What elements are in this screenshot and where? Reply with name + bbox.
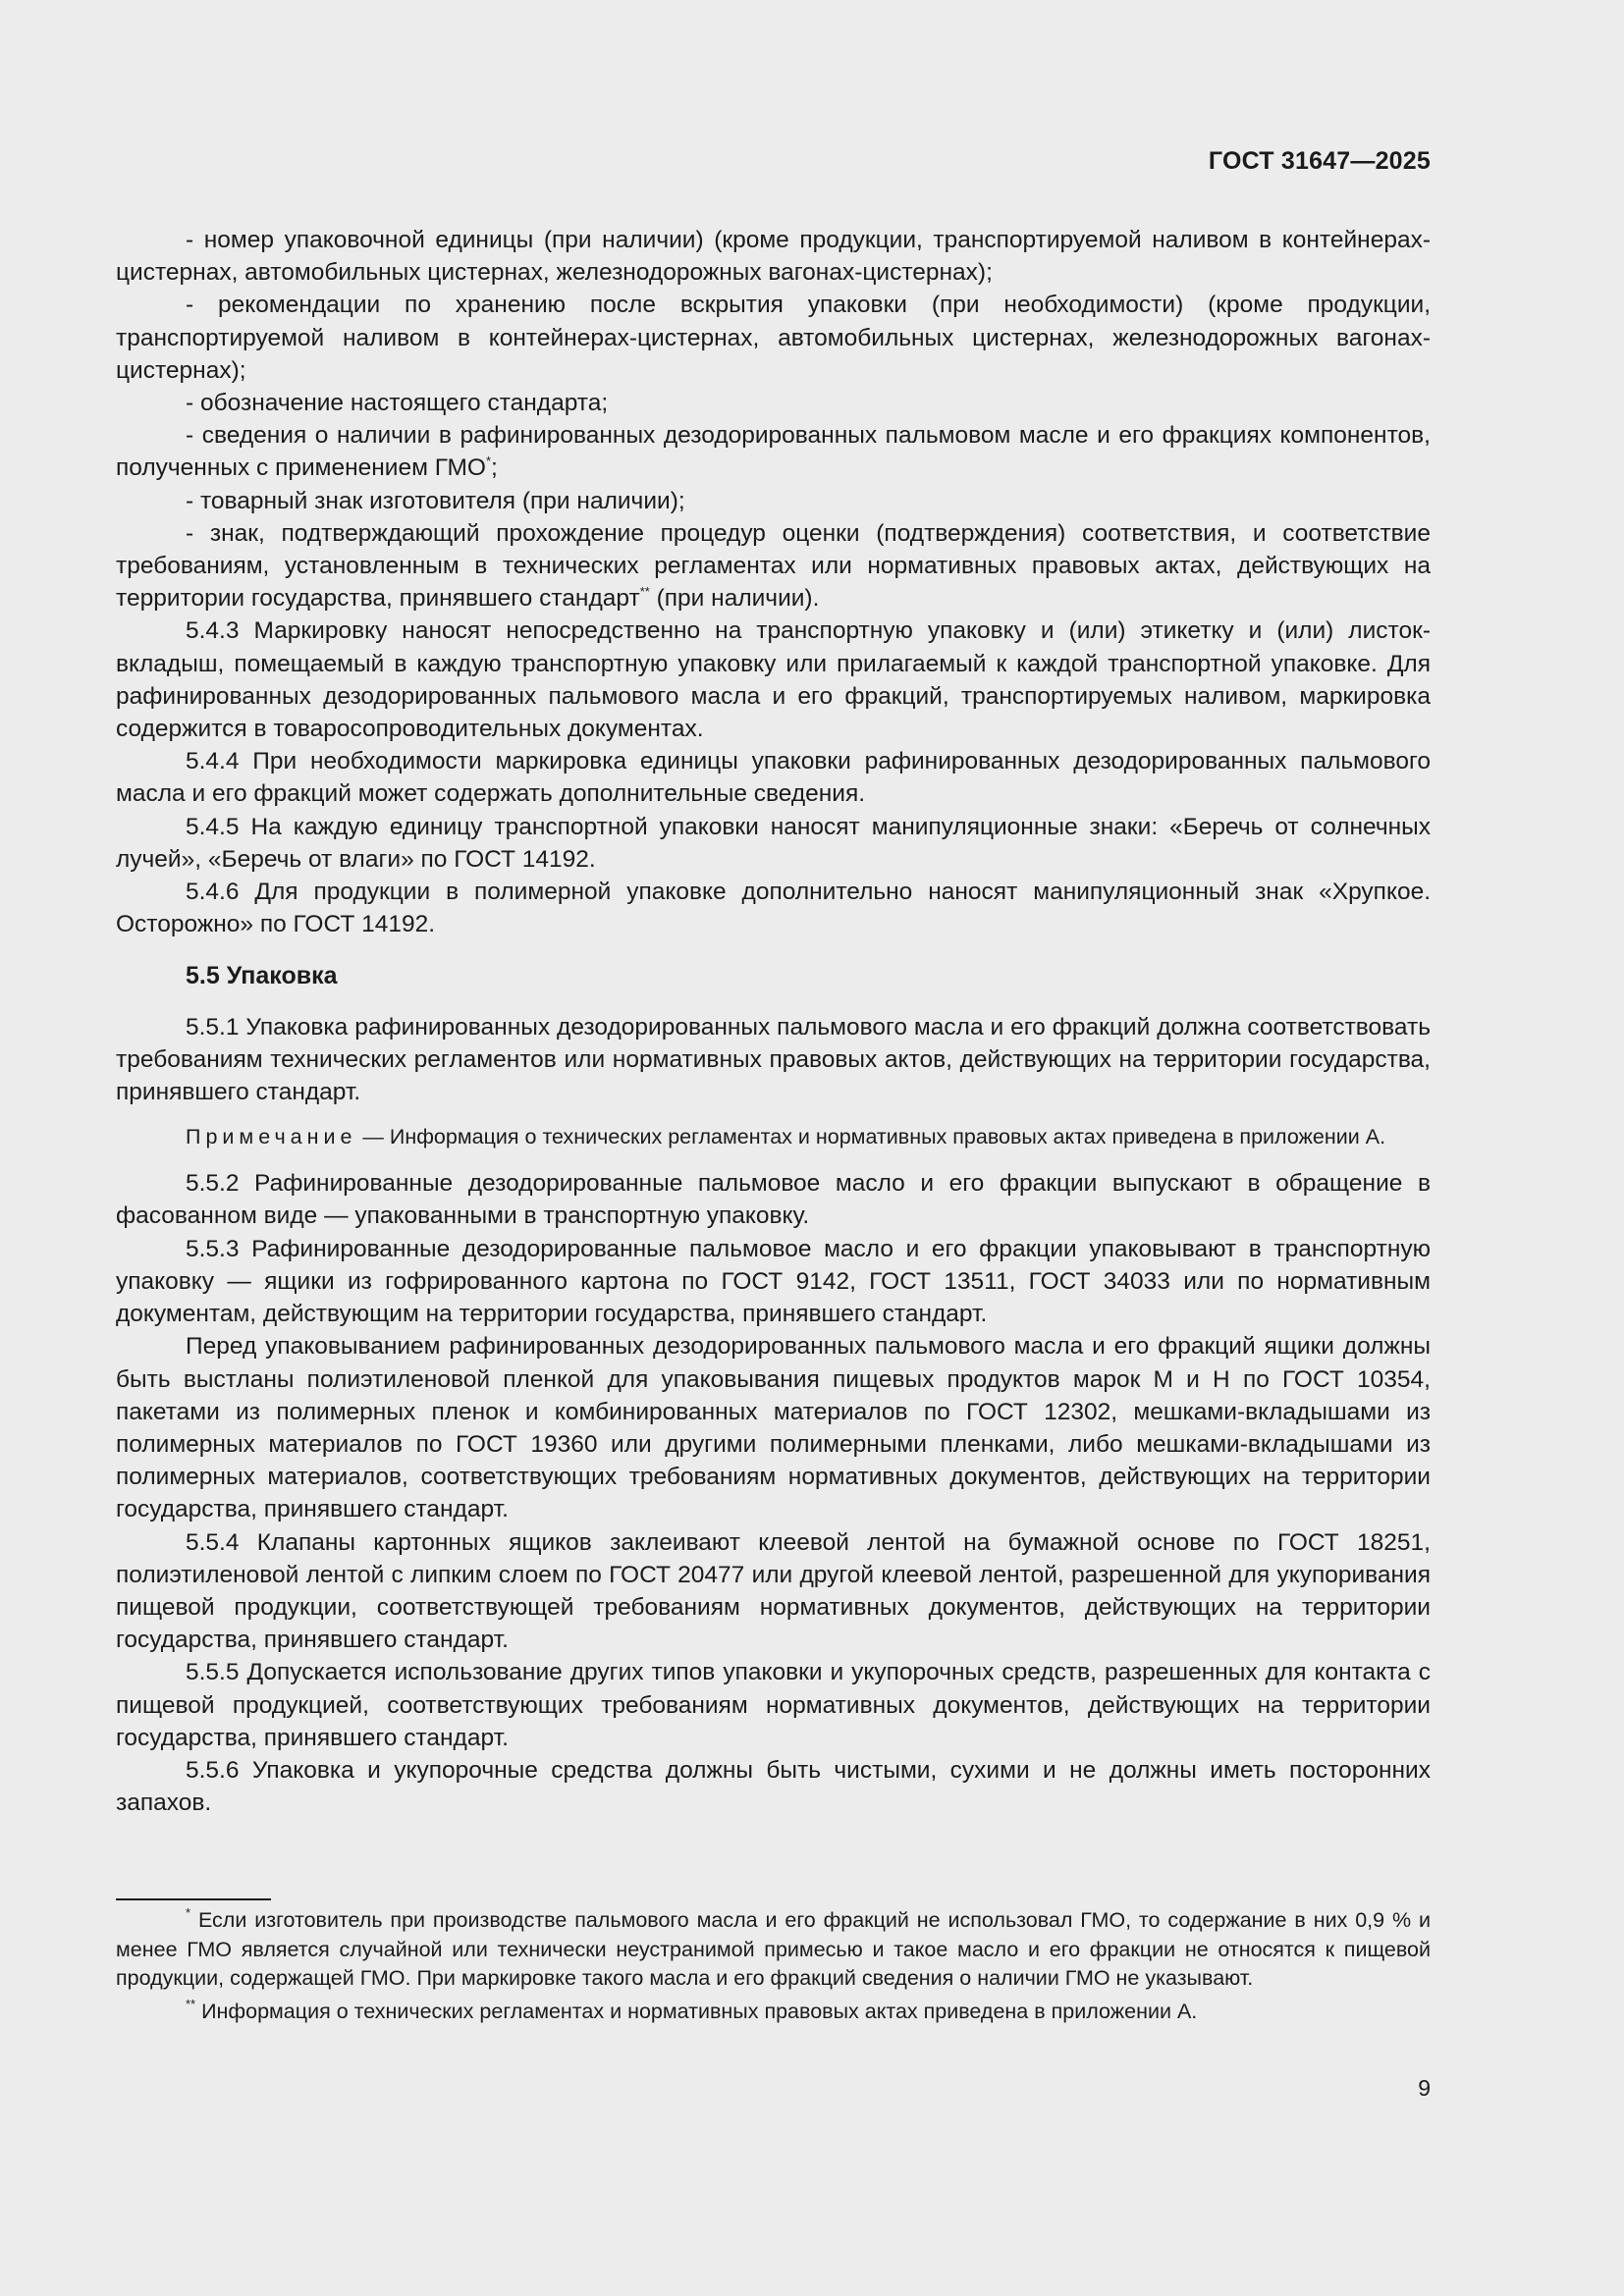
note-label: Примечание [186,1125,357,1149]
gmo-info-tail: ; [491,454,498,482]
list-item-package-unit-number: - номер упаковочной единицы (при наличии) (кроме продукции, транспортируемой наливом в контейнерах-цистернах, автомобильных цистернах, железнодорожных вагонах-цистернах); [116,227,1431,287]
clause-5-4-3: 5.4.3 Маркировку наносят непосредственно на транспортную упаковку и (или) этикетку и (или) листок-вкладыш, помещаемый в каждую транспортную упаковку или прилагаемый к каждой транспортной упаковке. Для рафинированных дезодорированных пальмового масла и его фракций, транспортируемых наливом, маркировка содержится в товаросопроводительных документах. [116,617,1431,743]
footnote-2 [116,1998,1431,2027]
clause-5-5-6: 5.5.6 Упаковка и укупорочные средства должны быть чистыми, сухими и не должны иметь посторонних запахов. [116,1756,1431,1817]
list-item-standard-designation: - обозначение настоящего стандарта; [186,390,609,417]
list-item-trademark: - товарный знак изготовителя (при наличии); [186,487,685,514]
conformity-text: - знак, подтверждающий прохождение процедур оценки (подтверждения) соответствия, и соответствие требованиям, установленным в технических регламентах или нормативных правовых актах, действующих на территории государства, принявшего стандарт [116,519,1431,613]
clause-5-5-3: 5.5.3 Рафинированные дезодорированные пальмовое масло и его фракции упаковывают в транспортную упаковку — ящики из гофрированного картона по ГОСТ 9142, ГОСТ 13511, ГОСТ 34033 или по нормативным документам, действующим на территории государства, принявшего стандарт. [116,1235,1431,1328]
note-text: — Информация о технических регламентах и нормативных правовых актах приведена в приложении А. [356,1125,1386,1149]
clause-5-5-1: 5.5.1 Упаковка рафинированных дезодорированных пальмового масла и его фракций должна соответствовать требованиям технических регламентов или нормативных правовых актов, действующих на территории государства, принявшего стандарт. [116,1013,1431,1106]
footnote-1-text: Если изготовитель при производстве пальмового масла и его фракций не использовал ГМО, то содержание в них 0,9 % и менее ГМО является случайной или технически неустранимой примесью и такое масло и его фракции не относятся к пищевой продукции, содержащей ГМО. При маркировке такого масла и его фракций сведения о наличии ГМО не указывают. [116,1908,1431,1990]
section-heading-packaging: 5.5 Упаковка [186,962,338,990]
clause-5-4-4: 5.4.4 При необходимости маркировка единицы упаковки рафинированных дезодорированных пальмового масла и его фракций может содержать дополнительные сведения. [116,748,1431,808]
note-paragraph [116,1122,1431,1151]
list-item-storage-recommendations: - рекомендации по хранению после вскрытия упаковки (при необходимости) (кроме продукции, транспортируемой наливом в контейнерах-цистернах, автомобильных цистернах, железнодорожных вагонах-цистернах); [116,292,1431,384]
footnote-1-mark: * [186,1905,191,1920]
clause-5-4-6: 5.4.6 Для продукции в полимерной упаковке дополнительно наносят манипуляционный знак «Хрупкое. Осторожно» по ГОСТ 14192. [116,879,1431,938]
clause-5-5-2: 5.5.2 Рафинированные дезодорированные пальмовое масло и его фракции выпускают в обращение в фасованном виде — упакованными в транспортную упаковку. [116,1170,1431,1230]
gmo-info-text: - сведения о наличии в рафинированных дезодорированных пальмовом масле и его фракциях компонентов, полученных с применением ГМО [116,422,1431,482]
document-body [116,224,1431,1819]
footnote-divider [116,1898,271,1900]
clause-5-5-5: 5.5.5 Допускается использование других типов упаковки и укупорочных средств, разрешенных для контакта с пищевой продукцией, соответствующих требованиям нормативных документов, действующих на территории государства, принявшего стандарт. [116,1659,1431,1751]
list-item-gmo-info [116,419,1431,484]
footnote-2-text: Информация о технических регламентах и нормативных правовых актах приведена в приложении А. [195,1999,1198,2023]
list-item-conformity-mark [116,517,1431,615]
footnote-2-mark: ** [186,1996,196,2011]
conformity-tail: (при наличии). [649,585,820,613]
footnotes [116,1906,1431,2030]
clause-5-5-3-lining: Перед упаковыванием рафинированных дезодорированных пальмового масла и его фракций ящики должны быть выстланы полиэтиленовой пленкой для упаковывания пищевых продуктов марок М и Н по ГОСТ 10354, пакетами из полимерных пленок и комбинированных материалов по ГОСТ 12302, мешками-вкладышами из полимерных материалов по ГОСТ 19360 или другими полимерными пленками, либо мешками-вкладышами из полимерных материалов, соответствующих требованиям нормативных документов, действующих на территории государства, принявшего стандарт. [116,1333,1431,1523]
document-header: ГОСТ 31647—2025 [1208,147,1431,175]
footnote-1 [116,1906,1431,1994]
clause-5-4-5: 5.4.5 На каждую единицу транспортной упаковки наносят манипуляционные знаки: «Беречь от солнечных лучей», «Беречь от влаги» по ГОСТ 14192. [116,813,1431,873]
page-number: 9 [1418,2075,1431,2101]
footnote-ref-1[interactable]: * [485,454,492,469]
footnote-ref-2[interactable]: ** [639,584,650,600]
clause-5-5-4: 5.5.4 Клапаны картонных ящиков заклеивают клеевой лентой на бумажной основе по ГОСТ 18251, полиэтиленовой лентой с липким слоем по ГОСТ 20477 или другой клеевой лентой, разрешенной для укупоривания пищевой продукции, соответствующей требованиям нормативных документов, действующих на территории государства, принявшего стандарт. [116,1528,1431,1654]
